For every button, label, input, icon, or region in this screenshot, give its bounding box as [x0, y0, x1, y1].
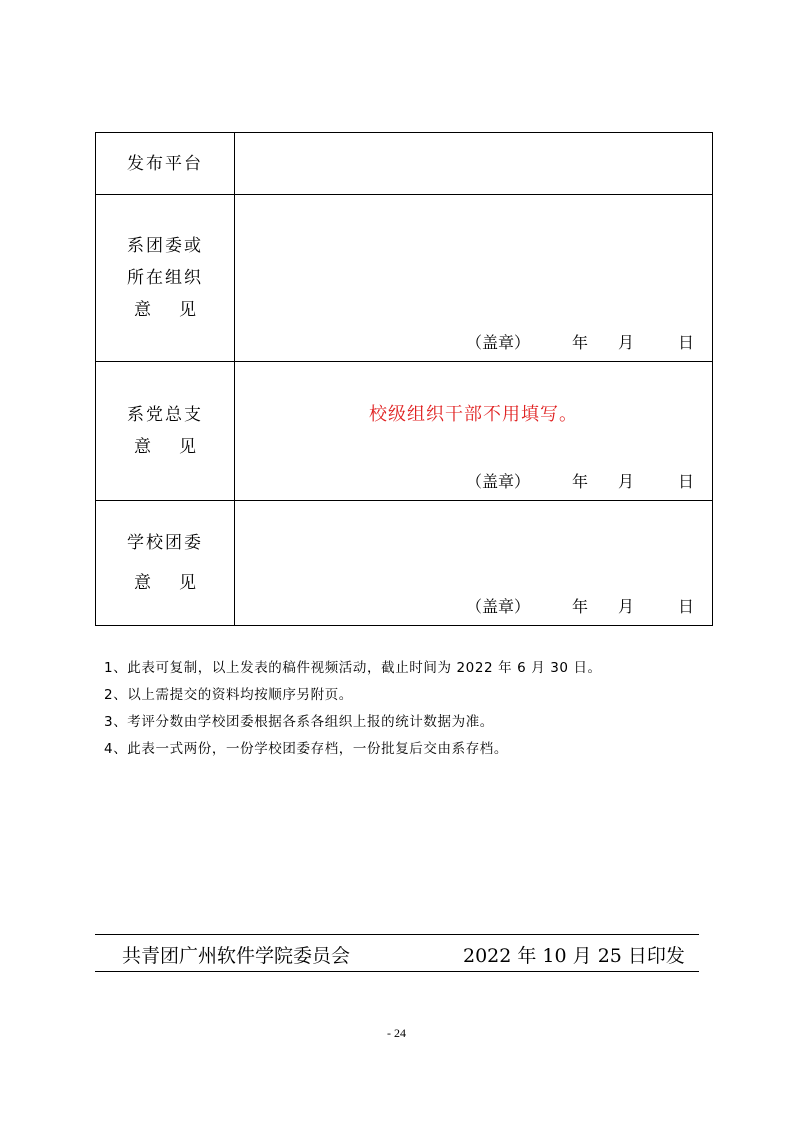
month-label: 月	[617, 333, 634, 352]
label-cell-school-league	[96, 501, 235, 626]
note-item: 3、考评分数由学校团委根据各系各组织上报的统计数据为准。	[104, 714, 494, 730]
seal-label: （盖章）	[465, 333, 530, 352]
day-label: 日	[677, 472, 694, 491]
form-row-platform	[96, 133, 713, 195]
day-label: 日	[677, 597, 694, 616]
label-school-league-opinion: 意见	[134, 573, 224, 593]
day-label: 日	[677, 333, 694, 352]
label-cell-party-branch	[96, 362, 235, 501]
label-party-branch-opinion: 意见	[134, 437, 224, 457]
platform-field[interactable]	[235, 133, 713, 195]
form-notes	[104, 655, 602, 763]
dept-league-opinion-field[interactable]	[235, 195, 713, 362]
page-number: - 24	[387, 1026, 406, 1040]
issuing-organization: 共青团广州软件学院委员会	[122, 945, 351, 967]
footer-divider-bottom	[95, 971, 699, 972]
note-item: 1、此表可复制，以上发表的稿件视频活动，截止时间为 2022 年 6 月 30 日。	[104, 660, 602, 676]
year-label: 年	[571, 333, 588, 352]
application-form-table	[95, 132, 713, 626]
issue-date: 2022 年 10 月 25 日印发	[463, 945, 685, 967]
month-label: 月	[617, 597, 634, 616]
label-cell-dept-league	[96, 195, 235, 362]
label-party-branch: 系党总支	[127, 405, 203, 425]
label-cell-platform	[96, 133, 235, 195]
label-dept-league-opinion: 意见	[134, 300, 224, 320]
school-league-opinion-field[interactable]	[235, 501, 713, 626]
label-dept-league-line2: 所在组织	[127, 268, 203, 288]
label-platform: 发布平台	[127, 153, 203, 174]
seal-label: （盖章）	[465, 472, 530, 491]
note-item: 4、此表一式两份，一份学校团委存档，一份批复后交由系存档。	[104, 741, 508, 757]
seal-label: （盖章）	[465, 597, 530, 616]
form-row-party-branch	[96, 362, 713, 501]
note-item: 2、以上需提交的资料均按顺序另附页。	[104, 687, 353, 703]
form-row-school-league	[96, 501, 713, 626]
footer-divider-top	[95, 934, 699, 935]
party-branch-opinion-field[interactable]	[235, 362, 713, 501]
seal-date-row	[466, 330, 694, 353]
form-row-dept-league	[96, 195, 713, 362]
label-dept-league-line1: 系团委或	[127, 236, 203, 256]
year-label: 年	[571, 472, 588, 491]
label-school-league: 学校团委	[127, 533, 203, 553]
seal-date-row	[466, 594, 694, 617]
year-label: 年	[571, 597, 588, 616]
school-cadre-note: 校级组织干部不用填写。	[369, 404, 578, 425]
month-label: 月	[617, 472, 634, 491]
seal-date-row	[466, 469, 694, 492]
